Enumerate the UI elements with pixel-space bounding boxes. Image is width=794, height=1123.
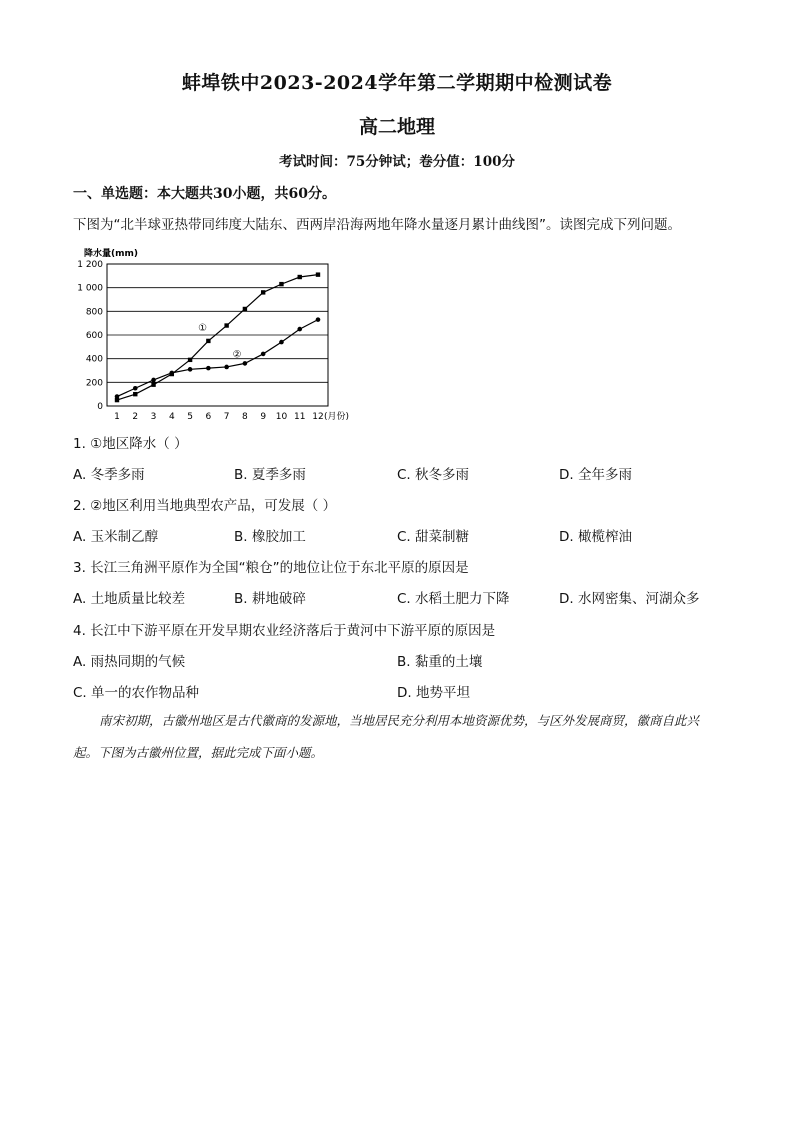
x-axis-label: (月份) bbox=[324, 412, 350, 422]
y-tick-label: 800 bbox=[85, 307, 103, 318]
question-2-stem: 2. ②地区利用当地典型农产品，可发展（ ） bbox=[73, 498, 337, 514]
data-point-circle bbox=[151, 378, 156, 383]
data-point-square bbox=[151, 383, 155, 387]
x-tick-label: 9 bbox=[260, 412, 267, 422]
x-tick-label: 2 bbox=[132, 412, 139, 422]
q2-option-a[interactable]: A. 玉米制乙醇 bbox=[73, 529, 159, 545]
data-point-circle bbox=[170, 371, 175, 376]
x-tick-label: 10 bbox=[275, 412, 288, 422]
data-point-circle bbox=[279, 340, 284, 345]
data-point-circle bbox=[261, 352, 266, 357]
subject-title: 高二地理 bbox=[358, 116, 435, 138]
q4-option-b[interactable]: B. 黏重的土壤 bbox=[397, 654, 483, 670]
series-label-1: ① bbox=[198, 322, 208, 334]
x-tick-label: 3 bbox=[150, 412, 157, 422]
y-tick-label: 400 bbox=[85, 354, 103, 365]
q2-option-b[interactable]: B. 橡胶加工 bbox=[234, 529, 306, 545]
data-point-circle bbox=[243, 361, 248, 366]
data-point-circle bbox=[133, 386, 138, 391]
data-point-circle bbox=[188, 367, 193, 372]
data-point-circle bbox=[224, 365, 229, 370]
data-point-circle bbox=[316, 317, 321, 322]
precipitation-chart bbox=[77, 244, 350, 426]
question-4-stem: 4. 长江中下游平原在开发早期农业经济落后于黄河中下游平原的原因是 bbox=[73, 623, 496, 639]
data-point-square bbox=[316, 272, 320, 276]
q2-option-d[interactable]: D. 橄榄榨油 bbox=[559, 529, 632, 545]
x-tick-label: 12 bbox=[312, 412, 324, 422]
data-point-square bbox=[261, 290, 265, 294]
y-axis-label: 降水量(mm) bbox=[84, 249, 138, 259]
data-point-circle bbox=[115, 394, 120, 399]
q3-option-c[interactable]: C. 水稻土肥力下降 bbox=[397, 591, 510, 607]
y-tick-label: 200 bbox=[85, 378, 103, 389]
data-point-square bbox=[279, 282, 283, 286]
q2-option-c[interactable]: C. 甜菜制糖 bbox=[397, 529, 470, 545]
q1-option-d[interactable]: D. 全年多雨 bbox=[559, 467, 632, 483]
q4-option-a[interactable]: A. 雨热同期的气候 bbox=[73, 654, 186, 670]
data-point-circle bbox=[206, 366, 211, 371]
x-tick-label: 5 bbox=[187, 412, 193, 422]
data-point-square bbox=[206, 339, 210, 343]
chart-svg bbox=[77, 244, 350, 426]
data-point-square bbox=[133, 392, 137, 396]
y-tick-label: 1 000 bbox=[77, 283, 103, 294]
x-tick-label: 4 bbox=[168, 412, 175, 422]
x-tick-label: 8 bbox=[242, 412, 248, 422]
x-tick-label: 7 bbox=[223, 412, 230, 422]
data-point-square bbox=[298, 275, 302, 279]
q1-option-b[interactable]: B. 夏季多雨 bbox=[234, 467, 306, 483]
data-point-circle bbox=[297, 327, 302, 332]
q3-option-a[interactable]: A. 土地质量比较差 bbox=[73, 591, 186, 607]
x-tick-label: 11 bbox=[294, 412, 306, 422]
exam-info: 考试时间：75分钟试；卷分值：100分 bbox=[279, 154, 515, 170]
y-tick-label: 600 bbox=[85, 331, 103, 341]
q1-option-c[interactable]: C. 秋冬多雨 bbox=[397, 467, 470, 483]
q3-option-d[interactable]: D. 水网密集、河湖众多 bbox=[559, 591, 700, 607]
question-1-stem: 1. ①地区降水（ ） bbox=[73, 436, 188, 452]
exam-title: 蚌埠铁中2023-2024学年第二学期期中检测试卷 bbox=[181, 72, 613, 94]
section-intro: 下图为“北半球亚热带同纬度大陆东、西两岸沿海两地年降水量逐月累计曲线图”。读图完成下列问题。 bbox=[73, 217, 681, 233]
q3-option-b[interactable]: B. 耕地破碎 bbox=[234, 591, 306, 607]
q4-option-c[interactable]: C. 单一的农作物品种 bbox=[73, 685, 200, 701]
reading-passage: 南宋初期，古徽州地区是古代徽商的发源地，当地居民充分利用本地资源优势，与区外发展商贸，徽商自此兴起。下图为古徽州位置，据此完成下面小题。 bbox=[73, 713, 700, 760]
x-tick-label: 6 bbox=[205, 412, 212, 422]
y-tick-label: 0 bbox=[97, 402, 103, 412]
q4-option-d[interactable]: D. 地势平坦 bbox=[397, 685, 470, 701]
question-3-stem: 3. 长江三角洲平原作为全国“粮仓”的地位让位于东北平原的原因是 bbox=[73, 560, 469, 576]
series-line-2 bbox=[117, 320, 318, 397]
data-point-square bbox=[224, 323, 228, 327]
data-point-square bbox=[243, 307, 247, 311]
y-tick-label: 1 200 bbox=[77, 260, 103, 270]
data-point-square bbox=[188, 358, 192, 362]
section-heading: 一、单选题：本大题共30小题，共60分。 bbox=[73, 186, 336, 202]
x-tick-label: 1 bbox=[114, 412, 120, 422]
q1-option-a[interactable]: A. 冬季多雨 bbox=[73, 467, 145, 483]
series-label-2: ② bbox=[232, 349, 242, 361]
